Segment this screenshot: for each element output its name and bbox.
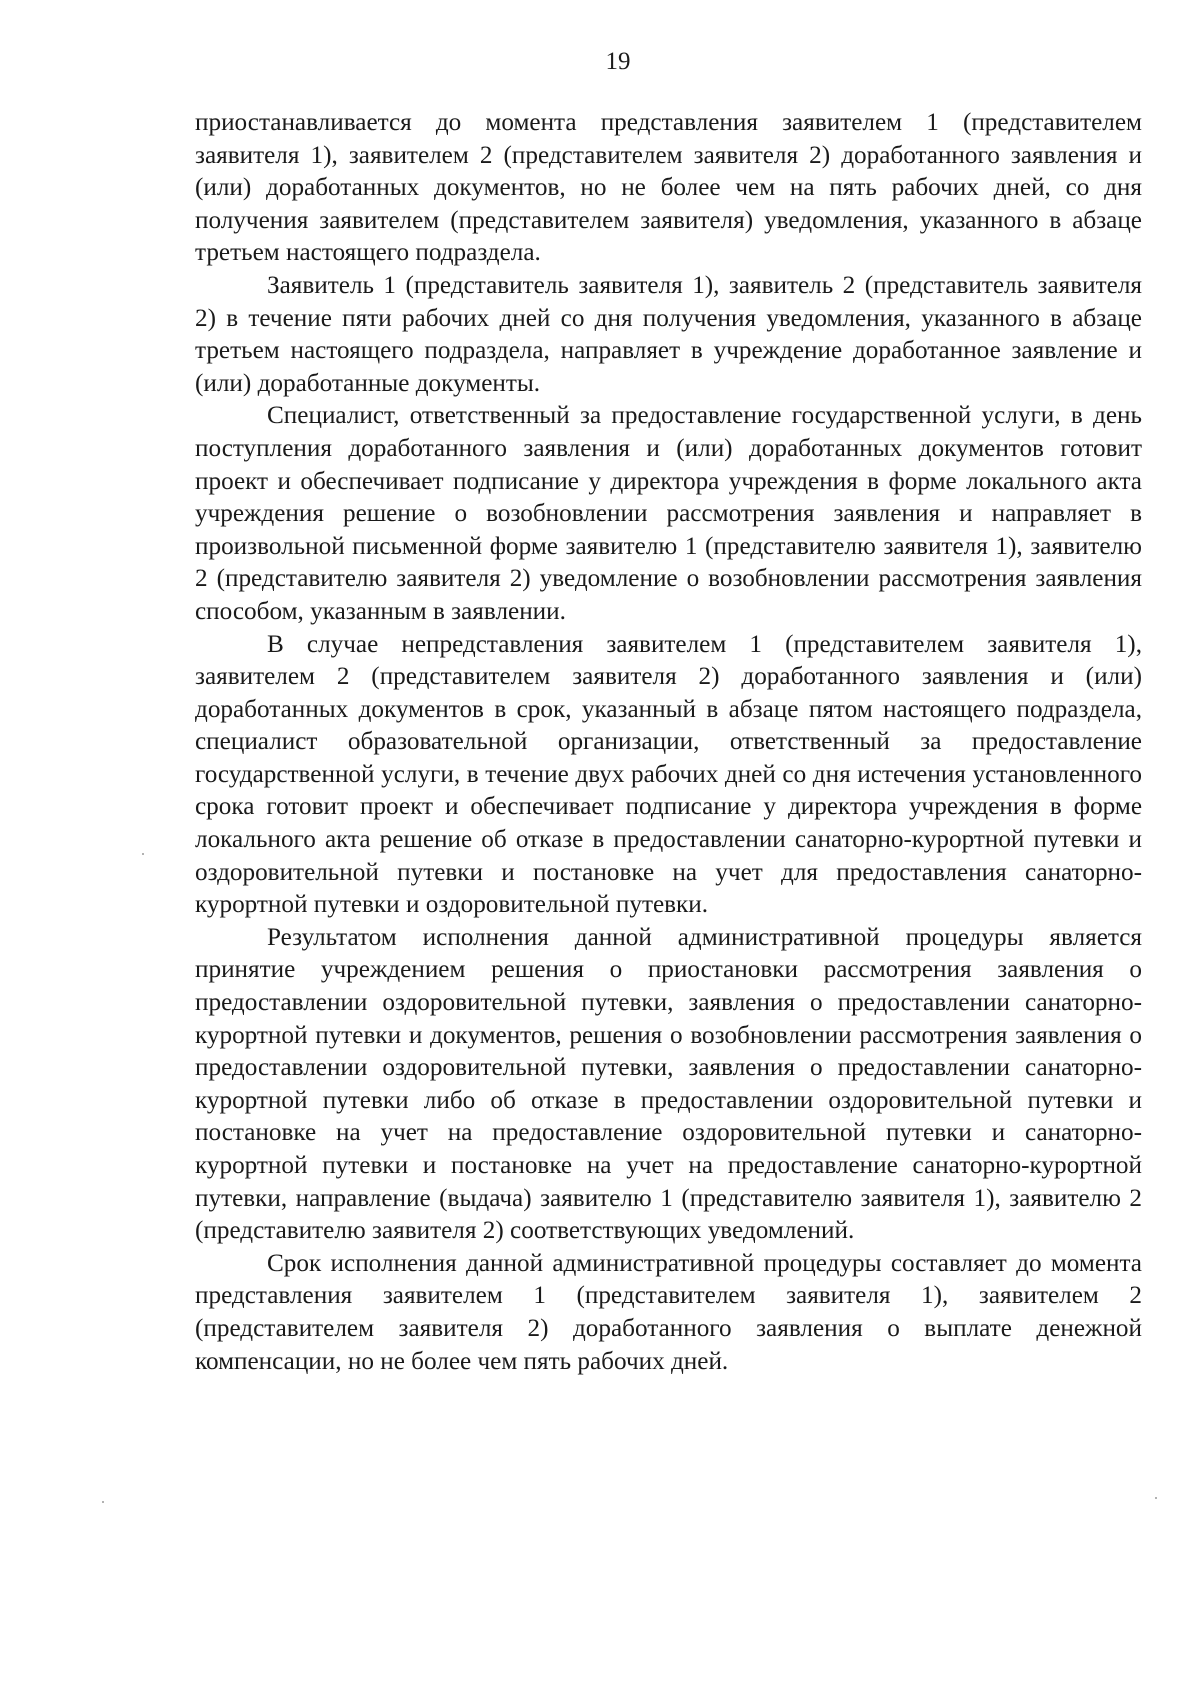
paragraph-specialist-resumption: Специалист, ответственный за предоставление государственной услуги, в день поступления доработанного заявления и (или) доработанных документов готовит проект и обеспечивает подписание у директора учреждения в форме локального акта учреждения решение о возобновлении рассмотрения заявления и направляет в произвольной письменной форме заявителю 1 (представителю заявителя 1), заявителю 2 (представителю заявителя 2) уведомление о возобновлении рассмотрения заявления способом, указанным в заявлении. (195, 402, 1142, 625)
scan-speck (102, 1501, 104, 1503)
paragraph-continuation: приостанавливается до момента представления заявителем 1 (представителем заявителя 1), заявителем 2 (представителем заявителя 2) доработанного заявления и (или) доработанных документов, но не более чем на пять рабочих дней, со дня получения заявителем (представителем заявителя) уведомления, указанного в абзаце третьем настоящего подраздела. (195, 109, 1142, 267)
paragraph-non-submission-refusal: В случае непредставления заявителем 1 (представителем заявителя 1), заявителем 2 (представителем заявителя 2) доработанного заявления и (или) доработанных документов в срок, указанный в абзаце пятом настоящего подраздела, специалист образовательной организации, ответственный за предоставление государственной услуги, в течение двух рабочих дней со дня истечения установленного срока готовит проект и обеспечивает подписание у директора учреждения в форме локального акта решение об отказе в предоставлении санаторно-курортной путевки и оздоровительной путевки и постановке на учет для предоставления санаторно-курортной путевки и оздоровительной путевки. (195, 630, 1142, 919)
paragraph-procedure-deadline: Срок исполнения данной административной процедуры составляет до момента представления заявителем 1 (представителем заявителя 1), заявителем 2 (представителем заявителя 2) доработанного заявления о выплате денежной компенсации, но не более чем пять рабочих дней. (195, 1249, 1142, 1375)
paragraph-procedure-result: Результатом исполнения данной административной процедуры является принятие учреждением решения о приостановки рассмотрения заявления о предоставлении оздоровительной путевки, заявления о предоставлении санаторно-курортной путевки и документов, решения о возобновлении рассмотрения заявления о предоставлении оздоровительной путевки, заявления о предоставлении санаторно-курортной путевки либо об отказе в предоставлении оздоровительной путевки и постановке на учет на предоставление оздоровительной путевки и санаторно-курортной путевки и постановке на учет на предоставление санаторно-курортной путевки, направление (выдача) заявителю 1 (представителю заявителя 1), заявителю 2 (представителю заявителя 2) соответствующих уведомлений. (195, 923, 1142, 1245)
document-body (195, 107, 1142, 1378)
paragraph-applicant-submission: Заявитель 1 (представитель заявителя 1), заявитель 2 (представитель заявителя 2) в течение пяти рабочих дней со дня получения уведомления, указанного в абзаце третьем настоящего подраздела, направляет в учреждение доработанное заявление и (или) доработанные документы. (195, 271, 1142, 397)
page-number: 19 (605, 48, 631, 75)
scan-speck (142, 853, 144, 855)
scan-speck (1155, 1497, 1157, 1499)
